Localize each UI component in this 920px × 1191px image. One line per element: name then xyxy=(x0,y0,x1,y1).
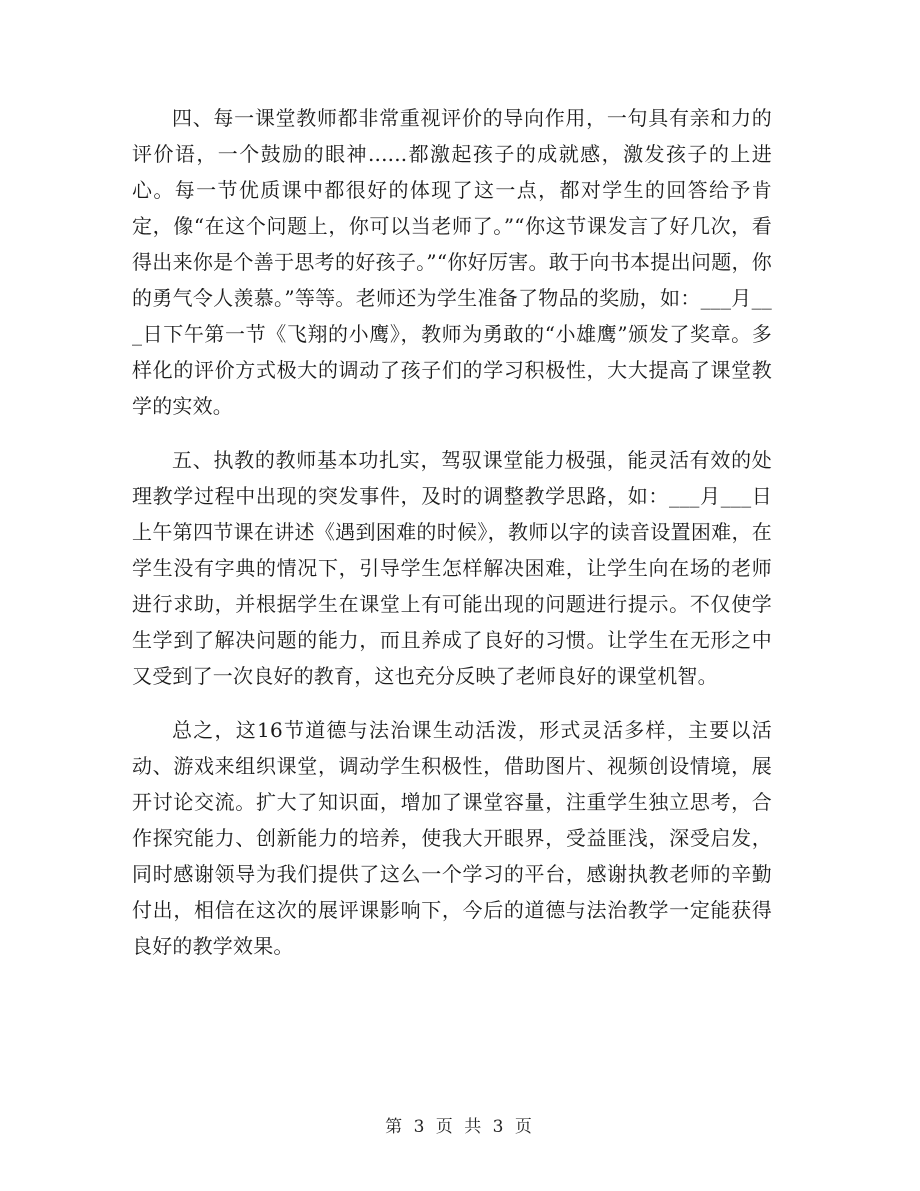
paragraph-teacher-skills: 五、执教的教师基本功扎实，驾驭课堂能力极强，能灵活有效的处理教学过程中出现的突发事件，及时的调整教学思路，如：___月___日上午第四节课在讲述《遇到困难的时候》，教师以字的读音设置困难，在学生没有字典的情况下，引导学生怎样解决困难，让学生向在场的老师进行求助，并根据学生在课堂上有可能出现的问题进行提示。不仅使学生学到了解决问题的能力，而且养成了良好的习惯。让学生在无形之中又受到了一次良好的教育，这也充分反映了老师良好的课堂机智。 xyxy=(132,448,772,688)
paragraph-summary: 总之，这16节道德与法治课生动活泼，形式灵活多样，主要以活动、游戏来组织课堂，调动学生积极性，借助图片、视频创设情境，展开讨论交流。扩大了知识面，增加了课堂容量，注重学生独立思考，合作探究能力、创新能力的培养，使我大开眼界，受益匪浅，深受启发，同时感谢领导为我们提供了这么一个学习的平台，感谢执教老师的辛勤付出，相信在这次的展评课影响下，今后的道德与法治教学一定能获得良好的教学效果。 xyxy=(132,718,772,958)
page-number-footer: 第 3 页 共 3 页 xyxy=(385,1117,535,1137)
document-body xyxy=(132,100,772,982)
paragraph-evaluation: 四、每一课堂教师都非常重视评价的导向作用，一句具有亲和力的评价语，一个鼓励的眼神......都激起孩子的成就感，激发孩子的上进心。每一节优质课中都很好的体现了这一点，都对学生的回答给予肯定，像“在这个问题上，你可以当老师了。”“你这节课发言了好几次，看得出来你是个善于思考的好孩子。”“你好厉害。敢于向书本提出问题，你的勇气令人羡慕。”等等。老师还为学生准备了物品的奖励，如：___月___日下午第一节《飞翔的小鹰》，教师为勇敢的“小雄鹰”颁发了奖章。多样化的评价方式极大的调动了孩子们的学习积极性，大大提高了课堂教学的实效。 xyxy=(132,106,772,418)
